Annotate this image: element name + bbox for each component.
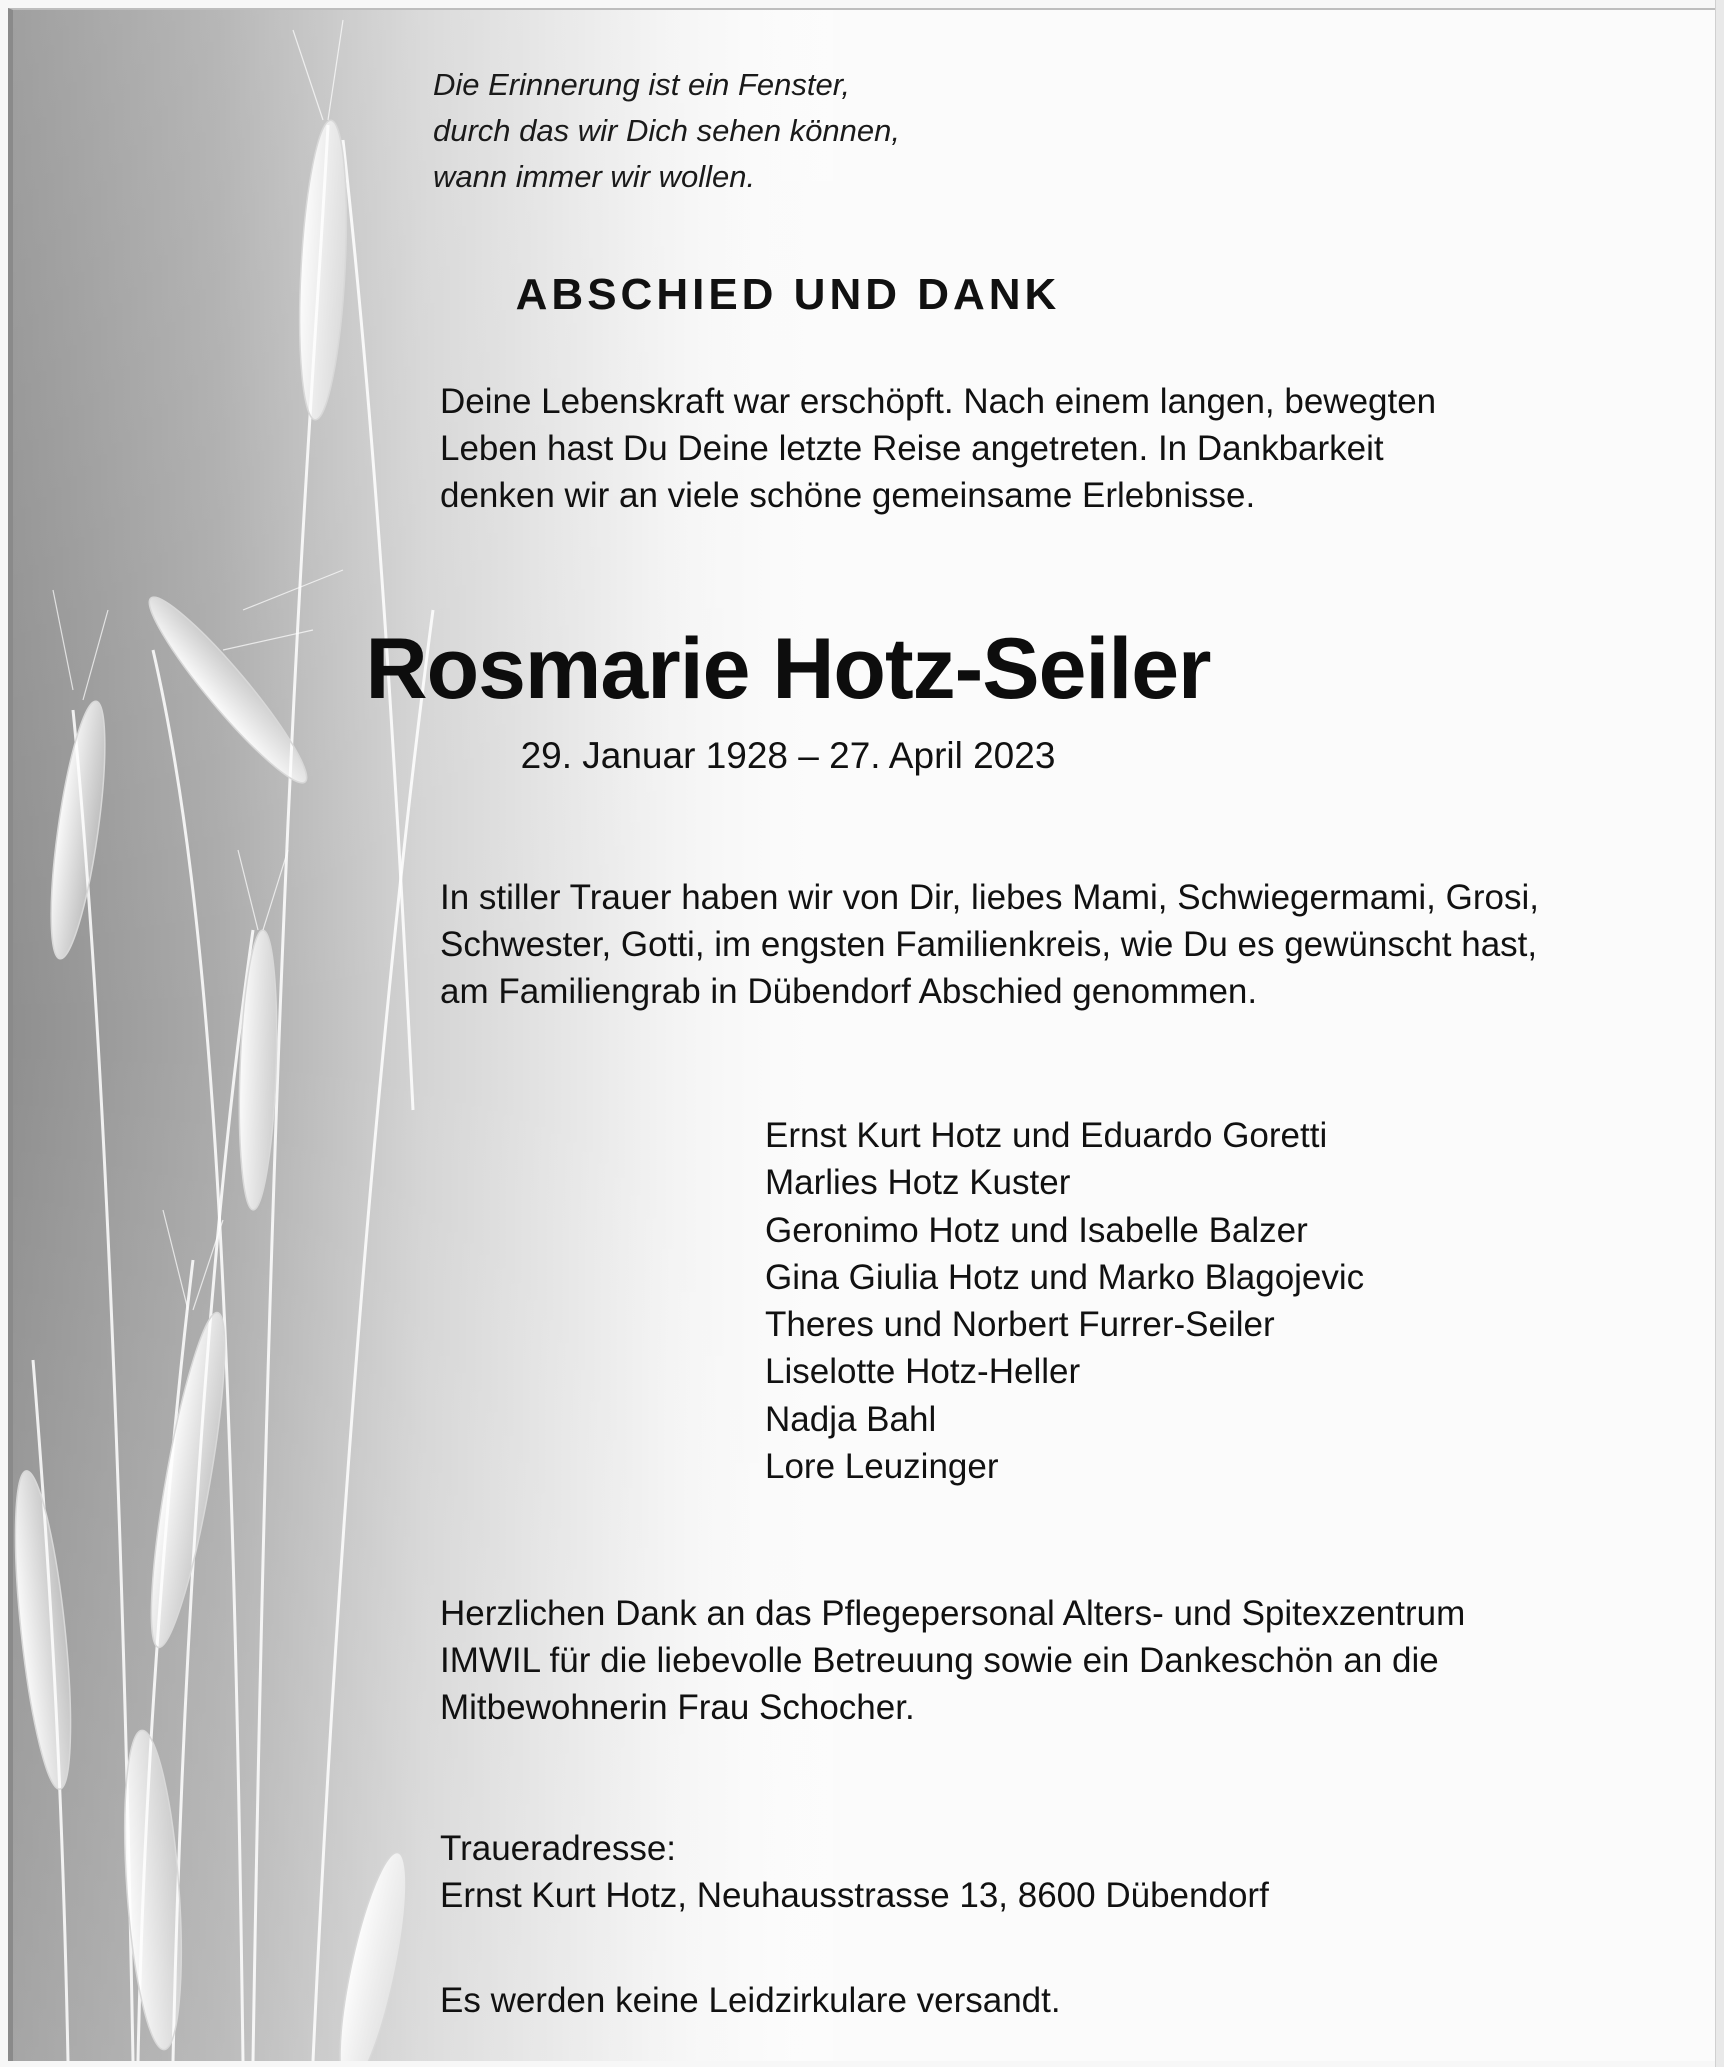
mourning-line: Schwester, Gotti, im engsten Familienkreis, wie Du es gewünscht hast, <box>440 925 1538 964</box>
family-list <box>765 1112 1364 1490</box>
quote-line: Die Erinnerung ist ein Fenster, <box>433 67 850 102</box>
family-member: Lore Leuzinger <box>765 1447 999 1487</box>
family-member: Geronimo Hotz und Isabelle Balzer <box>765 1210 1308 1250</box>
intro-paragraph <box>440 378 1436 519</box>
obituary-frame <box>8 8 1721 2061</box>
address-label: Traueradresse: <box>440 1829 677 1868</box>
obituary-content <box>13 10 1721 2061</box>
intro-line: denken wir an viele schöne gemeinsame Erlebnisse. <box>440 476 1256 515</box>
mourning-line: In stiller Trauer haben wir von Dir, liebes Mami, Schwiegermami, Grosi, <box>440 878 1539 917</box>
quote-line: wann immer wir wollen. <box>433 159 756 194</box>
family-member: Gina Giulia Hotz und Marko Blagojevic <box>765 1257 1365 1297</box>
closing-note: Es werden keine Leidzirkulare versandt. <box>440 1981 1061 2020</box>
address-value: Ernst Kurt Hotz, Neuhausstrasse 13, 8600 Dübendorf <box>440 1876 1269 1915</box>
quote-line: durch das wir Dich sehen können, <box>433 113 900 148</box>
page-edge <box>1715 0 1724 2067</box>
mourning-paragraph <box>440 874 1539 1015</box>
mourning-line: am Familiengrab in Dübendorf Abschied genommen. <box>440 972 1258 1011</box>
memorial-quote <box>433 62 900 200</box>
family-member: Theres und Norbert Furrer-Seiler <box>765 1305 1275 1345</box>
thanks-line: Herzlichen Dank an das Pflegepersonal Alters- und Spitexzentrum <box>440 1594 1466 1633</box>
family-member: Nadja Bahl <box>765 1399 937 1439</box>
thanks-paragraph <box>440 1590 1465 1731</box>
deceased-name: Rosmarie Hotz-Seiler <box>365 621 1211 717</box>
family-member: Liselotte Hotz-Heller <box>765 1352 1081 1392</box>
family-member: Ernst Kurt Hotz und Eduardo Goretti <box>765 1116 1328 1155</box>
notice-heading: ABSCHIED UND DANK <box>515 270 1061 319</box>
intro-line: Deine Lebenskraft war erschöpft. Nach einem langen, bewegten <box>440 382 1437 421</box>
life-dates: 29. Januar 1928 – 27. April 2023 <box>520 735 1056 776</box>
mourning-address <box>440 1825 1269 1919</box>
thanks-line: IMWIL für die liebevolle Betreuung sowie ein Dankeschön an die <box>440 1641 1439 1680</box>
family-member: Marlies Hotz Kuster <box>765 1163 1071 1203</box>
thanks-line: Mitbewohnerin Frau Schocher. <box>440 1688 915 1727</box>
intro-line: Leben hast Du Deine letzte Reise angetreten. In Dankbarkeit <box>440 429 1384 468</box>
